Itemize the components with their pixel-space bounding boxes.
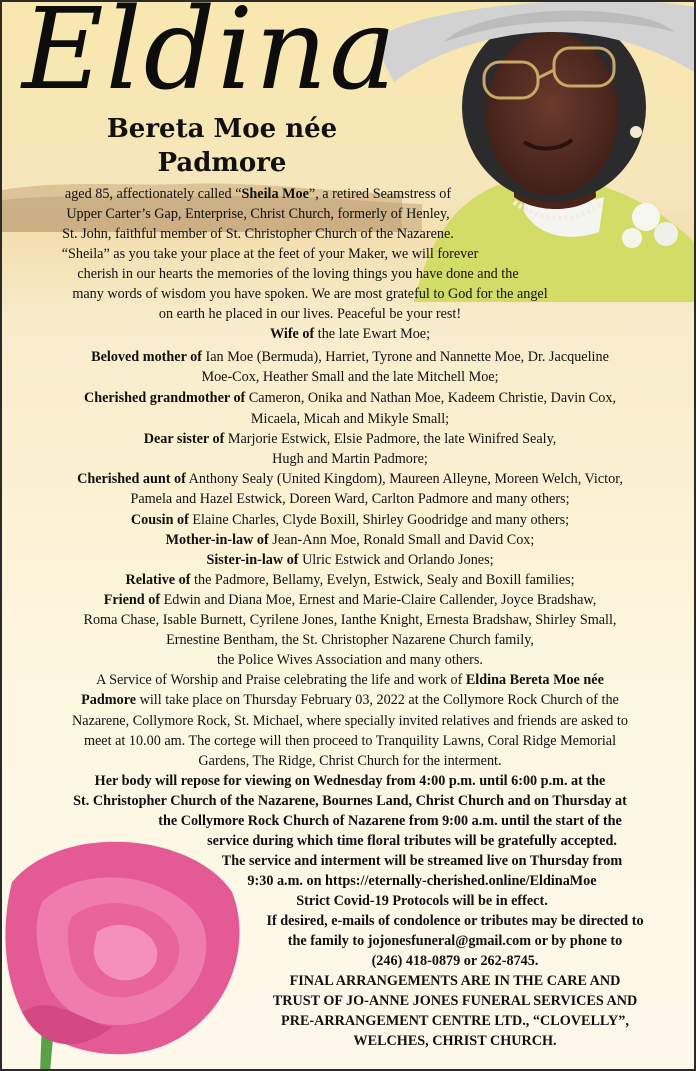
viewing-line-3: the Collymore Rock Church of Nazarene from 9:00 a.m. until the start of the [158,813,622,829]
service-line-1: A Service of Worship and Praise celebrating the life and work of Eldina Bereta Moe née [96,672,604,688]
relation-friend-cont-1: Roma Chase, Isable Burnett, Cyrilene Jones, Ianthe Knight, Ernesta Bradshaw, Shirley Small, [83,612,617,628]
nickname: Sheila Moe [241,186,309,202]
viewing-line-2: St. Christopher Church of the Nazarene, Bournes Land, Christ Church and on Thursday at [73,793,627,809]
full-name-line-2: Padmore [157,148,287,178]
relation-mother-cont: Moe-Cox, Heather Small and the late Mitchell Moe; [201,369,499,385]
arrangements-line-4: WELCHES, CHRIST CHURCH. [353,1033,557,1049]
service-line-5: Gardens, The Ridge, Christ Church for the interment. [198,753,502,769]
relation-wife: Wife of the late Ewart Moe; [269,326,431,342]
intro-line-2: Upper Carter’s Gap, Enterprise, Christ Church, formerly of Henley, [66,206,450,222]
intro-line-4: “Sheila” as you take your place at the feet of your Maker, we will forever [61,246,479,262]
deceased-full-name [102,112,342,180]
relation-grandmother-cont: Micaela, Micah and Mikyle Small; [250,411,450,427]
stream-line-1: The service and interment will be streamed live on Thursday from [221,853,623,869]
intro-line-5: cherish in our hearts the memories of the loving things you have done and the [77,266,519,282]
relation-sister-in-law: Sister-in-law of Ulric Estwick and Orlando Jones; [206,552,494,568]
full-name-line-1: Bereta Moe née [106,114,338,144]
viewing-line-1: Her body will repose for viewing on Wednesday from 4:00 p.m. until 6:00 p.m. at the [94,773,606,789]
relation-cousin: Cousin of Elaine Charles, Clyde Boxill, Shirley Goodridge and many others; [130,512,570,528]
arrangements-line-3: PRE-ARRANGEMENT CENTRE LTD., “CLOVELLY”, [281,1013,629,1029]
relation-relative: Relative of the Padmore, Bellamy, Evelyn, Estwick, Sealy and Boxill families; [125,572,575,588]
relation-grandmother: Cherished grandmother of Cameron, Onika and Nathan Moe, Kadeem Christie, Davin Cox, [83,390,617,406]
intro-line-7: on earth he placed in our lives. Peaceful be your rest! [158,306,462,322]
condolence-line-1: If desired, e-mails of condolence or tributes may be directed to [266,913,644,929]
relation-aunt-cont: Pamela and Hazel Estwick, Doreen Ward, Carlton Padmore and many others; [130,491,570,507]
relation-friend-cont-2: Ernestine Bentham, the St. Christopher Nazarene Church family, [166,632,534,648]
intro-line-3: St. John, faithful member of St. Christopher Church of the Nazarene. [62,226,454,242]
relation-friend-cont-3: the Police Wives Association and many others. [217,652,483,668]
intro-line-6: many words of wisdom you have spoken. We are most grateful to God for the angel [72,286,548,302]
viewing-line-4: service during which time floral tributes will be gratefully accepted. [207,833,617,849]
condolence-phone-line: (246) 418-0879 or 262-8745. [371,953,539,969]
arrangements-line-1: FINAL ARRANGEMENTS ARE IN THE CARE AND [289,973,621,989]
service-line-3: Nazarene, Collymore Rock, St. Michael, where specially invited relatives and friends are asked to [72,713,628,729]
deceased-first-name: Eldina [22,0,398,115]
relation-aunt: Cherished aunt of Anthony Sealy (United Kingdom), Maureen Alleyne, Moreen Welch, Victor, [77,471,623,487]
relation-friend: Friend of Edwin and Diana Moe, Ernest and Marie-Claire Callender, Joyce Bradshaw, [103,592,597,608]
stream-line-2: 9:30 a.m. on https://eternally-cherished.online/EldinaMoe [247,873,597,889]
condolence-line-2: the family to jojonesfuneral@gmail.com or by phone to [287,933,623,949]
service-line-2: Padmore will take place on Thursday February 03, 2022 at the Collymore Rock Church of the [81,692,619,708]
covid-protocols-line: Strict Covid-19 Protocols will be in effect. [296,893,548,909]
service-line-4: meet at 10.00 am. The cortege will then proceed to Tranquility Lawns, Coral Ridge Memorial [83,733,617,749]
relation-sister-cont: Hugh and Martin Padmore; [272,451,428,467]
relation-mother: Beloved mother of Ian Moe (Bermuda), Harriet, Tyrone and Nannette Moe, Dr. Jacqueline [91,349,609,365]
arrangements-line-2: TRUST OF JO-ANNE JONES FUNERAL SERVICES AND [272,993,638,1009]
relation-mother-in-law: Mother-in-law of Jean-Ann Moe, Ronald Small and David Cox; [165,532,535,548]
intro-line-1: aged 85, affectionately called “Sheila Moe”, a retired Seamstress of [64,186,452,202]
relation-sister: Dear sister of Marjorie Estwick, Elsie Padmore, the late Winifred Sealy, [143,431,557,447]
